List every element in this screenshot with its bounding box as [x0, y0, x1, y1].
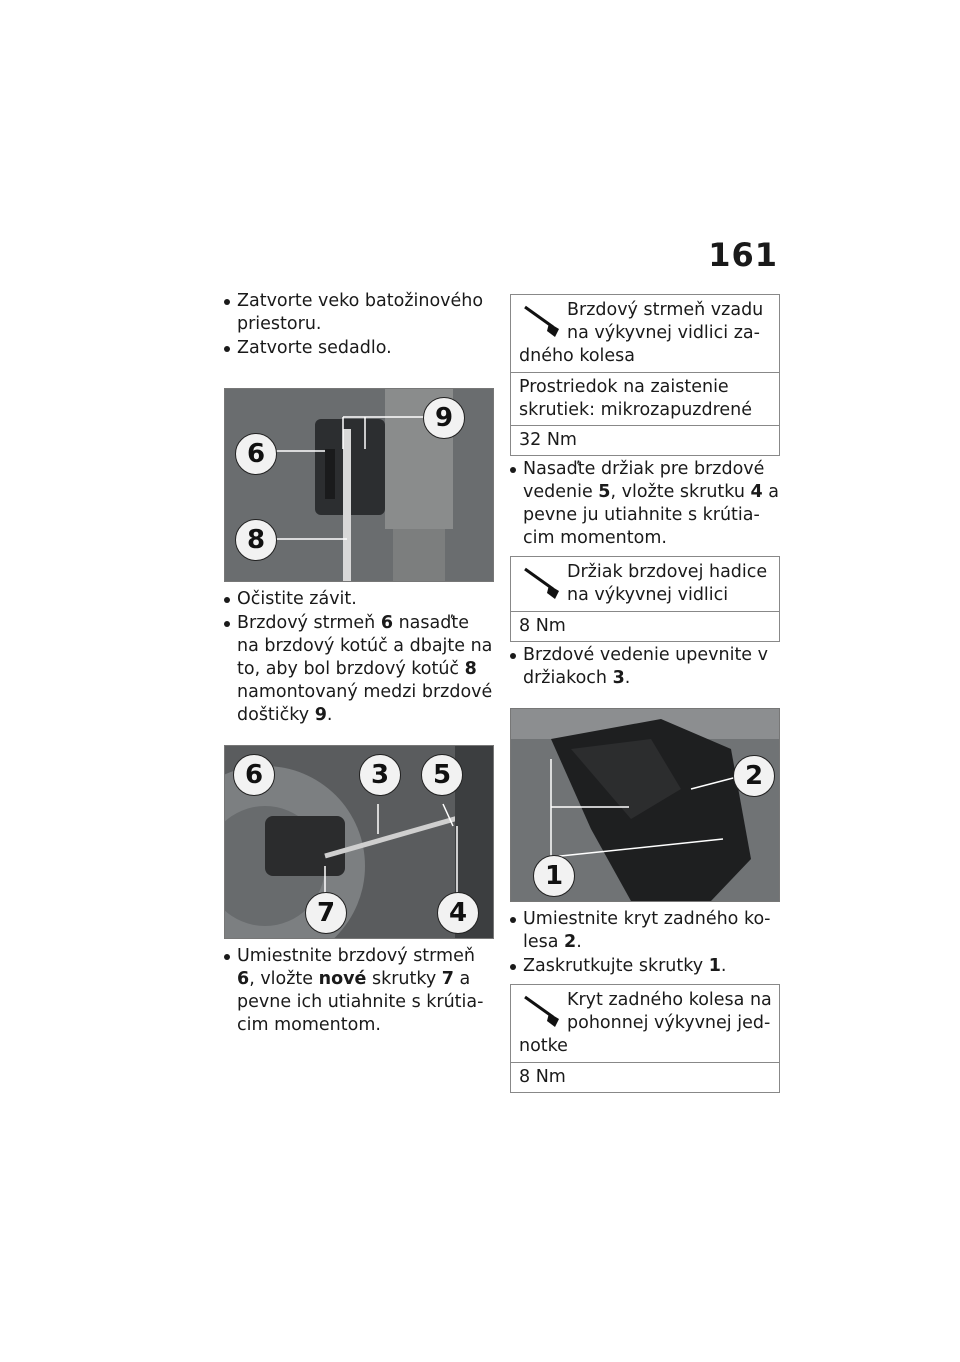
spec-row: 32 Nm: [519, 430, 577, 450]
photo-marker: 2: [733, 755, 775, 797]
photo-marker: 9: [423, 397, 465, 439]
step-list: [224, 945, 494, 1037]
step-item: Očistite závit.: [224, 588, 494, 611]
page-number: 161: [708, 236, 778, 274]
spec-header: Držiak brzdovej hadice na výkyvnej vidlici: [511, 557, 779, 612]
photo-rear-brake-assembly: [224, 745, 494, 939]
step-item: Brzdový strmeň 6 nasaďte na brzdový kotúč a dbajte na to, aby bol brzdový kotúč 8 namontovaný medzi brzdové doštičky 9.: [224, 612, 494, 727]
wrench-icon: [519, 299, 563, 339]
step-list: [510, 458, 780, 550]
photo-rear-wheel-cover: [510, 708, 780, 902]
photo-marker: 3: [359, 754, 401, 796]
photo-marker: 8: [235, 519, 277, 561]
torque-spec-table: [510, 556, 780, 642]
spec-row: 8 Nm: [519, 616, 566, 636]
torque-spec-table: [510, 984, 780, 1093]
photo-marker: 6: [233, 754, 275, 796]
step-list: [510, 908, 780, 978]
step-list: [224, 588, 494, 727]
torque-spec-table: [510, 294, 780, 456]
photo-marker: 1: [533, 855, 575, 897]
step-item: Zaskrutkujte skrutky 1.: [510, 955, 780, 978]
photo-brake-caliper-closeup: [224, 388, 494, 582]
photo-marker: 7: [305, 892, 347, 934]
step-list: [510, 644, 780, 690]
step-item: Umiestnite brzdový strmeň 6, vložte nové skrutky 7 a pevne ich utiahnite s krútiacim momentom.: [224, 945, 494, 1037]
step-item: Nasaďte držiak pre brzdové vedenie 5, vložte skrutku 4 a pevne ju utiahnite s krútiacim momentom.: [510, 458, 780, 550]
step-item: Brzdové vedenie upevnite v držiakoch 3.: [510, 644, 780, 690]
photo-marker: 6: [235, 433, 277, 475]
photo-marker: 5: [421, 754, 463, 796]
step-item: Umiestnite kryt zadného kolesa 2.: [510, 908, 780, 954]
left-column: [224, 290, 494, 1038]
wrench-icon: [519, 561, 563, 601]
step-list: [224, 290, 494, 360]
photo-marker: 4: [437, 892, 479, 934]
spec-header: Brzdový strmeň vzadu na výkyvnej vidlici zadného kolesa: [511, 295, 779, 373]
step-item: Zatvorte veko batožinového priestoru.: [224, 290, 494, 336]
step-item: Zatvorte sedadlo.: [224, 337, 494, 360]
spec-row: Prostriedok na zaistenie skrutiek: mikrozapuzdrené: [511, 373, 779, 426]
spec-header: Kryt zadného kolesa na pohonnej výkyvnej jednotke: [511, 985, 779, 1063]
right-column: [510, 294, 780, 1093]
wrench-icon: [519, 989, 563, 1029]
spec-row: 8 Nm: [519, 1067, 566, 1087]
